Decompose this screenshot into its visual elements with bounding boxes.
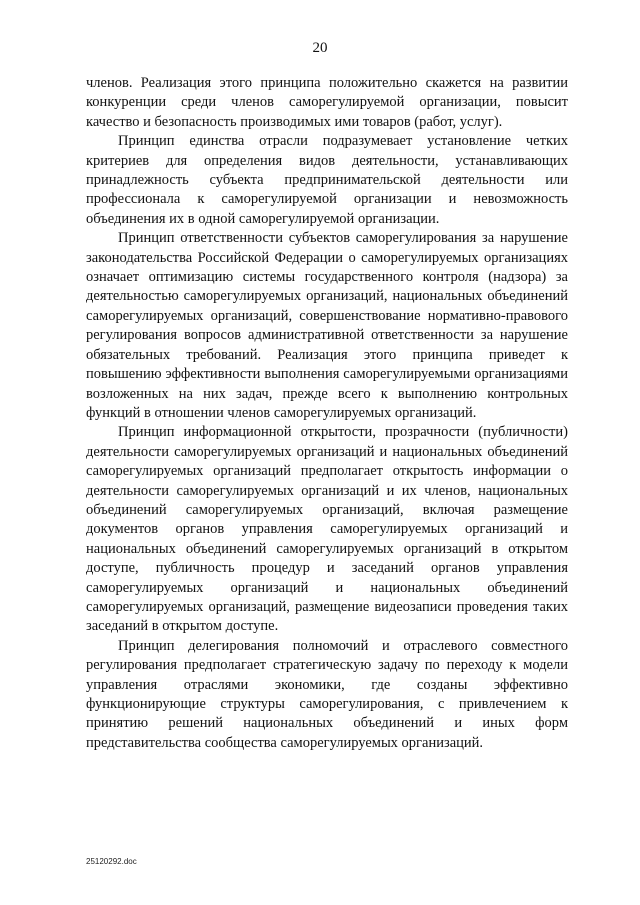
document-body — [86, 74, 568, 753]
document-footer-code: 25120292.doc — [86, 857, 137, 866]
paragraph-responsibility: Принцип ответственности субъектов саморегулирования за нарушение законодательства Российской Федерации о саморегулируемых организациях означает оптимизацию системы государственного контроля (надзора) за деятельностью саморегулируемых организаций, национальных объединений саморегулируемых организаций, совершенствование нормативно-правового регулирования вопросов административной ответственности за нарушение обязательных требований. Реализация этого принципа приведет к повышению эффективности выполнения саморегулируемыми организациями возложенных на них задач, прежде всего к выполнению контрольных функций в отношении членов саморегулируемых организаций. — [86, 230, 568, 421]
paragraph-delegation: Принцип делегирования полномочий и отраслевого совместного регулирования предполагает стратегическую задачу по переходу к модели управления отраслями экономики, где созданы эффективно функционирующие структуры саморегулирования, с привлечением к принятию решений национальных объединений и иных форм представительства сообщества саморегулируемых организаций. — [86, 637, 568, 751]
paragraph-information-openness: Принцип информационной открытости, прозрачности (публичности) деятельности саморегулируемых организаций и национальных объединений саморегулируемых организаций предполагает открытость информации о деятельности саморегулируемых организаций и их членов, национальных объединений саморегулируемых организаций, включая размещение документов органов управления саморегулируемых организаций и национальных объединений саморегулируемых организаций в открытом доступе, публичность процедур и заседаний органов управления саморегулируемых организаций и национальных объединений саморегулируемых организаций, размещение видеозаписи проведения таких заседаний в открытом доступе. — [86, 424, 568, 635]
paragraph-industry-unity: Принцип единства отрасли подразумевает установление четких критериев для определения видов деятельности, устанавливающих принадлежность субъекта предпринимательской деятельности или профессионала к саморегулируемой организации и невозможность объединения их в одной саморегулируемой организации. — [86, 133, 568, 227]
page-number: 20 — [312, 40, 328, 56]
paragraph-continuation: членов. Реализация этого принципа положительно скажется на развитии конкуренции среди членов саморегулируемой организации, повысит качество и безопасность производимых ими товаров (работ, услуг). — [86, 75, 568, 130]
